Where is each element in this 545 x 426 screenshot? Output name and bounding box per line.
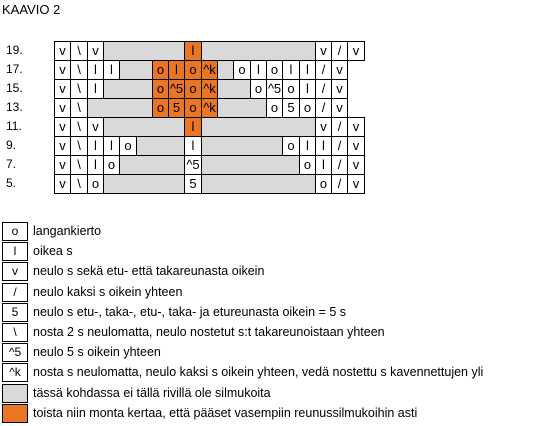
legend-symbol: ^k — [2, 363, 28, 382]
legend-text: neulo s etu-, taka-, etu-, taka- ja etureunasta oikein = 5 s — [33, 305, 347, 319]
chart-cell-empty — [119, 60, 153, 80]
chart-cell: v — [54, 136, 71, 156]
chart-cell: o — [87, 174, 104, 194]
chart-cell: \ — [70, 98, 88, 118]
chart-cell: ^5 — [168, 79, 185, 99]
legend-text: oikea s — [33, 244, 73, 258]
chart-cell: v — [54, 79, 71, 99]
chart-cell: v — [347, 174, 365, 194]
chart-cell: l — [168, 60, 185, 80]
chart-cell: o — [266, 98, 283, 118]
legend-symbol: l — [2, 242, 28, 261]
chart-cell: 5 — [184, 174, 202, 194]
row-label: 19. — [6, 43, 23, 57]
legend-symbol: o — [2, 222, 28, 241]
chart-cell: / — [331, 41, 348, 61]
chart-cell: l — [299, 79, 316, 99]
chart-cell: / — [331, 117, 348, 137]
chart-cell-empty — [103, 41, 185, 61]
chart-cell-empty — [103, 117, 185, 137]
chart-cell: l — [184, 117, 202, 137]
chart-cell: l — [87, 155, 104, 175]
row-label: 9. — [6, 138, 17, 152]
row-label: 15. — [6, 81, 23, 95]
chart-cell: o — [152, 60, 169, 80]
chart-cell: o — [152, 98, 169, 118]
chart-cell: v — [54, 60, 71, 80]
chart-cell: o — [315, 174, 332, 194]
chart-cell: l — [87, 79, 104, 99]
chart-cell: v — [54, 155, 71, 175]
chart-cell: l — [315, 155, 332, 175]
chart-cell: \ — [70, 117, 88, 137]
chart-cell: l — [315, 136, 332, 156]
chart-cell: o — [233, 60, 251, 80]
chart-cell: l — [103, 60, 120, 80]
chart-cell: ^5 — [266, 79, 283, 99]
chart-cell: v — [331, 98, 348, 118]
legend-symbol — [2, 404, 28, 423]
chart-cell: o — [184, 60, 202, 80]
chart-cell: v — [315, 117, 332, 137]
chart-cell-empty — [201, 41, 316, 61]
chart-cell: v — [347, 136, 365, 156]
chart-cell-empty — [136, 136, 185, 156]
chart-cell: v — [315, 41, 332, 61]
chart-cell: ^k — [201, 98, 218, 118]
chart-cell: o — [152, 79, 169, 99]
chart-cell: v — [87, 117, 104, 137]
legend-text: nosta s neulomatta, neulo kaksi s oikein yhteen, vedä nostettu s kavennettujen yli — [33, 365, 484, 379]
legend-text: neulo s sekä etu- että takareunasta oikein — [33, 264, 265, 278]
chart-cell: / — [315, 98, 332, 118]
chart-cell: ^k — [201, 60, 218, 80]
chart-cell: v — [347, 41, 365, 61]
chart-cell: o — [282, 136, 300, 156]
chart-cell: v — [347, 117, 365, 137]
row-label: 17. — [6, 62, 23, 76]
chart-cell: 5 — [168, 98, 185, 118]
chart-cell: l — [103, 136, 120, 156]
chart-cell: l — [299, 60, 316, 80]
chart-cell-empty — [119, 155, 185, 175]
chart-cell: / — [331, 155, 348, 175]
legend-symbol — [2, 384, 28, 403]
row-label: 13. — [6, 100, 23, 114]
chart-cell: 5 — [282, 98, 300, 118]
chart-cell: v — [54, 41, 71, 61]
legend-symbol: 5 — [2, 303, 28, 322]
chart-cell: o — [250, 79, 267, 99]
chart-cell: v — [54, 174, 71, 194]
chart-cell-empty — [87, 98, 153, 118]
chart-cell-empty — [103, 174, 185, 194]
chart-cell: / — [315, 79, 332, 99]
chart-cell: ^k — [201, 79, 218, 99]
chart-cell-empty — [103, 79, 153, 99]
chart-cell-empty — [201, 117, 316, 137]
row-label: 11. — [6, 119, 22, 133]
legend-symbol: v — [2, 262, 28, 281]
chart-cell-empty — [217, 79, 251, 99]
chart-title: KAAVIO 2 — [2, 2, 61, 17]
chart-cell-empty — [217, 98, 267, 118]
chart-cell: / — [331, 136, 348, 156]
chart-cell-empty — [217, 60, 234, 80]
chart-cell: / — [315, 60, 332, 80]
chart-cell: o — [103, 155, 120, 175]
legend-text: nosta 2 s neulomatta, neulo nostetut s:t takareunoistaan yhteen — [33, 325, 385, 339]
chart-cell: o — [119, 136, 137, 156]
chart-cell: o — [299, 155, 316, 175]
chart-cell: v — [331, 79, 348, 99]
legend-text: neulo kaksi s oikein yhteen — [33, 285, 183, 299]
chart-cell: o — [184, 79, 202, 99]
chart-cell: l — [184, 41, 202, 61]
legend-symbol: \ — [2, 323, 28, 342]
chart-cell-empty — [201, 174, 316, 194]
row-label: 7. — [6, 157, 17, 171]
legend-symbol: / — [2, 283, 28, 302]
legend-text: toista niin monta kertaa, että pääset vasempiin reunussilmukoihin asti — [33, 406, 418, 420]
chart-cell: ^5 — [184, 155, 202, 175]
legend-text: tässä kohdassa ei tällä rivillä ole silmukoita — [33, 386, 271, 400]
chart-cell: l — [282, 60, 300, 80]
legend-text: neulo 5 s oikein yhteen — [33, 345, 161, 359]
legend-text: langankierto — [33, 224, 102, 238]
chart-cell: o — [299, 98, 316, 118]
chart-cell: v — [331, 60, 348, 80]
chart-cell-empty — [201, 136, 283, 156]
chart-cell: \ — [70, 136, 88, 156]
chart-cell: l — [299, 136, 316, 156]
legend-symbol: ^5 — [2, 343, 28, 362]
row-label: 5. — [6, 176, 17, 190]
chart-cell: o — [282, 79, 300, 99]
chart-cell: v — [54, 117, 71, 137]
chart-cell: \ — [70, 79, 88, 99]
chart-cell: v — [87, 41, 104, 61]
chart-cell: l — [250, 60, 267, 80]
chart-cell: \ — [70, 174, 88, 194]
chart-cell: v — [347, 155, 365, 175]
chart-cell: \ — [70, 155, 88, 175]
chart-cell: l — [87, 60, 104, 80]
chart-cell: v — [54, 98, 71, 118]
chart-cell: o — [266, 60, 283, 80]
chart-cell: / — [331, 174, 348, 194]
chart-cell: \ — [70, 60, 88, 80]
chart-cell: o — [184, 98, 202, 118]
chart-cell: l — [184, 136, 202, 156]
chart-cell: \ — [70, 41, 88, 61]
chart-cell: l — [87, 136, 104, 156]
chart-cell-empty — [201, 155, 300, 175]
